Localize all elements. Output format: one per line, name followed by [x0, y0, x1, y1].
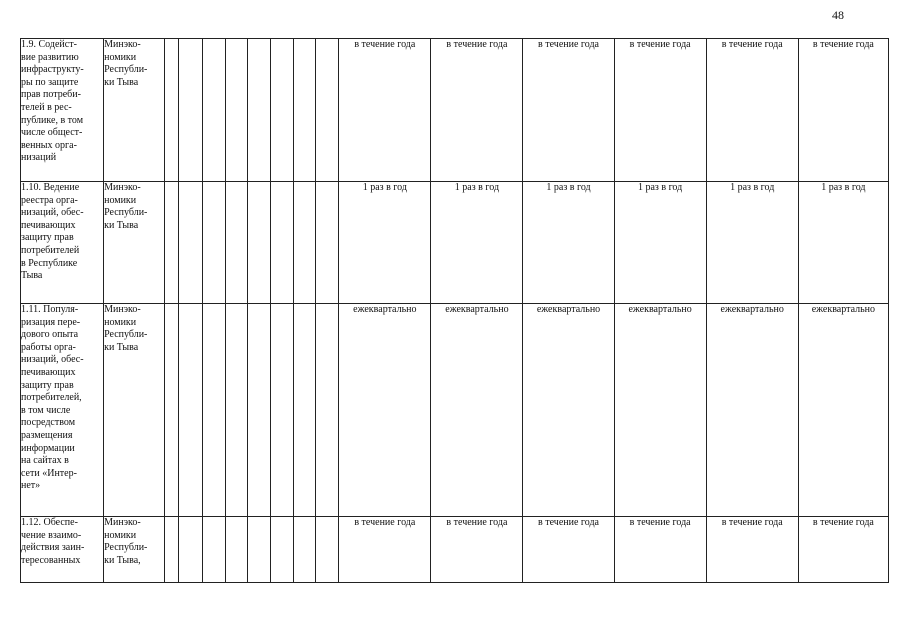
period-cell: в течение года: [339, 39, 431, 182]
period-cell: в течение года: [431, 517, 523, 583]
empty-cell: [294, 182, 316, 304]
responsible-cell: [104, 39, 165, 182]
table-row: [21, 39, 889, 182]
measures-table: [20, 38, 889, 583]
page-number: 48: [832, 8, 844, 22]
empty-cell: [226, 182, 248, 304]
empty-cell: [316, 304, 339, 517]
period-cell: ежеквартально: [523, 304, 614, 517]
measure-name-text: 1.9. Содейст- вие развитию инфраструкту- ры по защите прав потреби- телей в рес- публике, в том числе общест- венных орга- низаций: [21, 39, 84, 164]
period-cell: ежеквартально: [706, 304, 798, 517]
period-cell: 1 раз в год: [798, 182, 888, 304]
empty-cell: [203, 182, 226, 304]
period-cell: в течение года: [339, 517, 431, 583]
period-cell: в течение года: [431, 39, 523, 182]
responsible-text: Минэко- номики Республи- ки Тыва: [104, 182, 148, 231]
period-cell: в течение года: [614, 517, 706, 583]
empty-cell: [294, 304, 316, 517]
empty-cell: [165, 39, 179, 182]
responsible-text: Минэко- номики Республи- ки Тыва: [104, 304, 148, 353]
period-cell: 1 раз в год: [614, 182, 706, 304]
empty-cell: [165, 517, 179, 583]
empty-cell: [271, 182, 294, 304]
empty-cell: [271, 517, 294, 583]
empty-cell: [316, 517, 339, 583]
empty-cell: [294, 39, 316, 182]
empty-cell: [179, 304, 203, 517]
empty-cell: [226, 304, 248, 517]
period-cell: ежеквартально: [614, 304, 706, 517]
table-row: [21, 182, 889, 304]
period-cell: 1 раз в год: [706, 182, 798, 304]
period-cell: в течение года: [614, 39, 706, 182]
responsible-cell: [104, 517, 165, 583]
empty-cell: [165, 304, 179, 517]
measure-name-cell: [21, 304, 104, 517]
responsible-text: Минэко- номики Республи- ки Тыва,: [104, 517, 148, 566]
table-row: [21, 304, 889, 517]
period-cell: ежеквартально: [339, 304, 431, 517]
empty-cell: [248, 39, 271, 182]
empty-cell: [271, 304, 294, 517]
empty-cell: [179, 39, 203, 182]
empty-cell: [179, 517, 203, 583]
period-cell: 1 раз в год: [339, 182, 431, 304]
empty-cell: [226, 517, 248, 583]
empty-cell: [271, 39, 294, 182]
empty-cell: [203, 39, 226, 182]
empty-cell: [294, 517, 316, 583]
period-cell: 1 раз в год: [431, 182, 523, 304]
period-cell: в течение года: [706, 39, 798, 182]
period-cell: ежеквартально: [431, 304, 523, 517]
empty-cell: [203, 304, 226, 517]
empty-cell: [248, 182, 271, 304]
empty-cell: [248, 304, 271, 517]
responsible-cell: [104, 182, 165, 304]
measure-name-text: 1.11. Популя- ризация пере- дового опыта работы орга- низаций, обес- печивающих защиту прав потребителей, в том числе посредством размещения информации на сайтах в сети «Интер- нет»: [21, 304, 84, 492]
period-cell: в течение года: [523, 517, 614, 583]
period-cell: в течение года: [706, 517, 798, 583]
period-cell: в течение года: [523, 39, 614, 182]
measure-name-cell: [21, 39, 104, 182]
period-cell: 1 раз в год: [523, 182, 614, 304]
empty-cell: [226, 39, 248, 182]
period-cell: в течение года: [798, 39, 888, 182]
empty-cell: [165, 182, 179, 304]
measure-name-cell: [21, 517, 104, 583]
empty-cell: [179, 182, 203, 304]
responsible-text: Минэко- номики Республи- ки Тыва: [104, 39, 148, 88]
responsible-cell: [104, 304, 165, 517]
period-cell: ежеквартально: [798, 304, 888, 517]
measure-name-text: 1.10. Ведение реестра орга- низаций, обес- печивающих защиту прав потребителей в Республике Тыва: [21, 182, 84, 282]
table-row: [21, 517, 889, 583]
period-cell: в течение года: [798, 517, 888, 583]
measure-name-cell: [21, 182, 104, 304]
measure-name-text: 1.12. Обеспе- чение взаимо- действия заин- тересованных: [21, 517, 85, 566]
empty-cell: [203, 517, 226, 583]
empty-cell: [316, 182, 339, 304]
empty-cell: [248, 517, 271, 583]
empty-cell: [316, 39, 339, 182]
